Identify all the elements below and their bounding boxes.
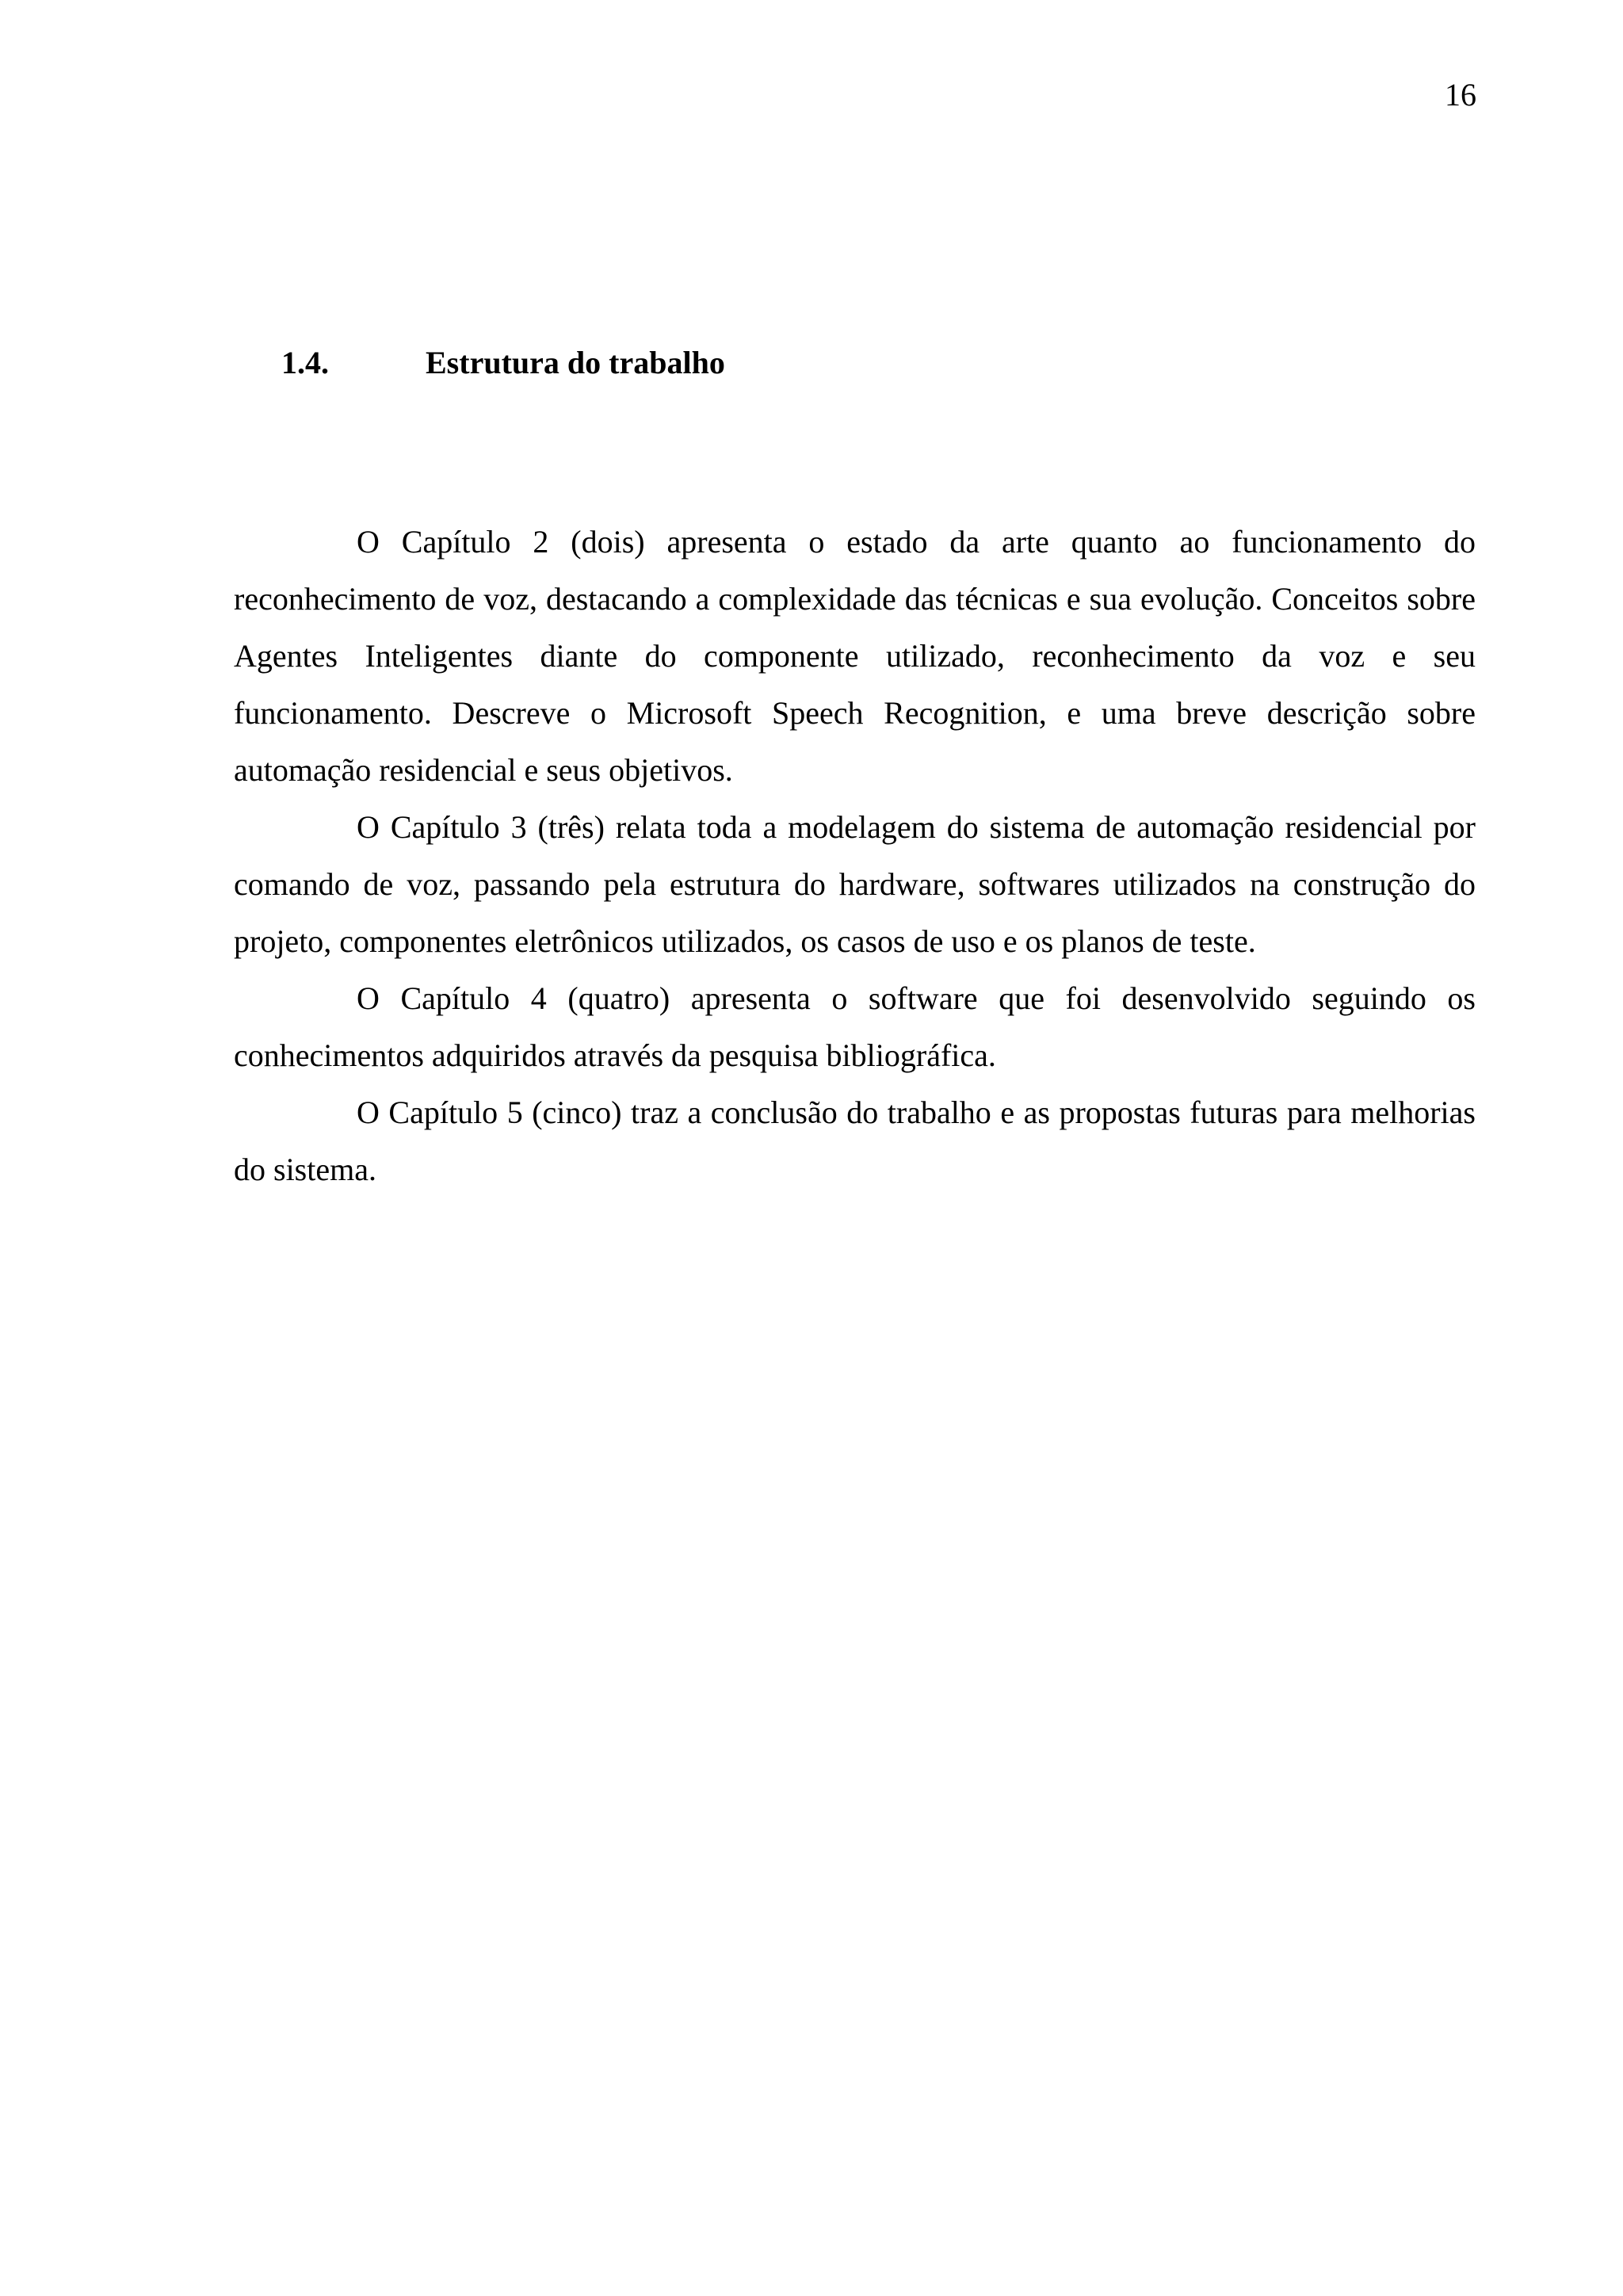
section-heading xyxy=(281,347,725,379)
paragraph-chapter-5: O Capítulo 5 (cinco) traz a conclusão do trabalho e as propostas futuras para melhorias do sistema. xyxy=(234,1095,1476,1187)
paragraph-chapter-2: O Capítulo 2 (dois) apresenta o estado da arte quanto ao funcionamento do reconhecimento de voz, destacando a complexidade das técnicas e sua evolução. Conceitos sobre Agentes Inteligentes diante do componente utilizado, reconhecimento da voz e seu funcionamento. Descreve o Microsoft Speech Recognition, e uma breve descrição sobre automação residencial e seus objetivos. xyxy=(234,524,1476,788)
body-text xyxy=(234,514,1476,1198)
paragraph-chapter-4: O Capítulo 4 (quatro) apresenta o software que foi desenvolvido seguindo os conhecimentos adquiridos através da pesquisa bibliográfica. xyxy=(234,980,1476,1073)
section-number: 1.4. xyxy=(281,345,329,380)
section-title: Estrutura do trabalho xyxy=(426,345,725,380)
paragraph-chapter-3: O Capítulo 3 (três) relata toda a modelagem do sistema de automação residencial por comando de voz, passando pela estrutura do hardware, softwares utilizados na construção do projeto, componentes eletrônicos utilizados, os casos de uso e os planos de teste. xyxy=(234,809,1476,959)
page-number: 16 xyxy=(1445,77,1476,113)
